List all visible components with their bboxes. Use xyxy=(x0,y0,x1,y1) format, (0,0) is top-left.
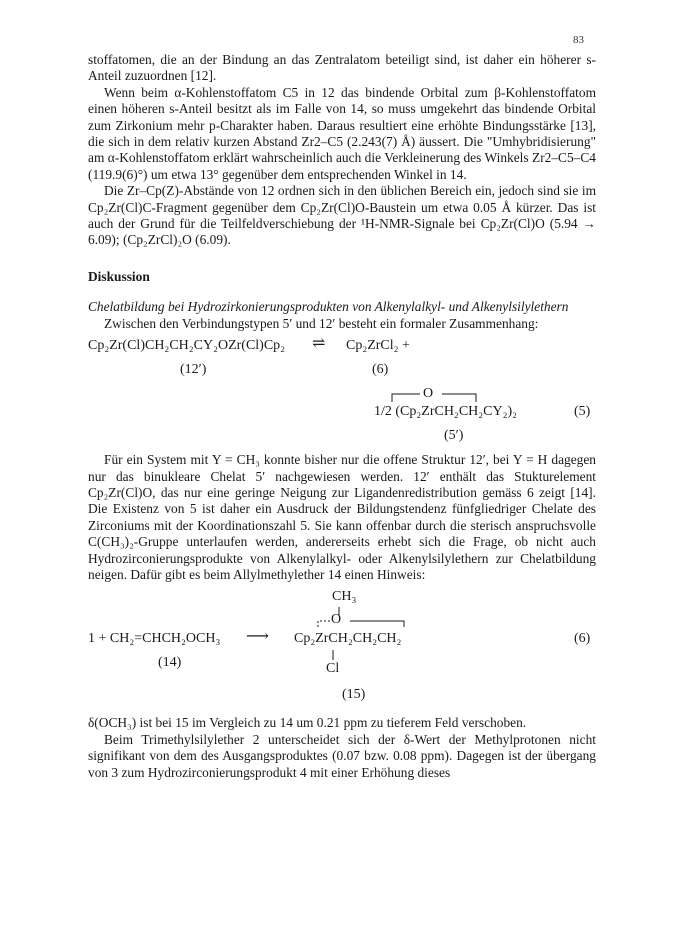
section-heading: Diskussion xyxy=(88,268,150,284)
paragraph-relation: Zwischen den Verbindungstypen 5′ und 12′ besteht ein formaler Zusammenhang: xyxy=(104,315,539,331)
equation-5 xyxy=(88,332,596,452)
eq5-arrow: ⇌ xyxy=(312,335,326,353)
eq5-number: (5) xyxy=(574,404,591,420)
eq6-bonds xyxy=(312,605,432,629)
paragraph-continuation: stoffatomen, die an der Bindung an das Zentralatom beteiligt sind, ist daher ein höherer s-Anteil zuzuordnen [12]. xyxy=(88,52,596,84)
eq6-lhs: 1 + CH₂=CHCH₂OCH₃ xyxy=(88,631,221,647)
paragraph-shift: δ(OCH₃) ist bei 15 im Vergleich zu 14 um 0.21 ppm zu tieferem Feld verschoben. xyxy=(88,715,527,731)
eq5-ring-bond xyxy=(388,386,518,404)
eq6-arrow: ⟶ xyxy=(246,628,269,646)
eq6-number: (6) xyxy=(574,631,591,647)
eq5-rhs1: Cp₂ZrCl₂ + xyxy=(346,338,410,354)
page-number: 83 xyxy=(573,34,584,46)
eq5-lhs: Cp₂Zr(Cl)CH₂CH₂CY₂OZr(Cl)Cp₂ xyxy=(88,338,286,354)
eq5-label-rhs: (6) xyxy=(372,362,389,378)
eq6-cl-bond xyxy=(328,649,338,661)
eq6-product: Cp₂ZrCH₂CH₂CH₂ xyxy=(294,631,402,647)
eq6-chloride: Cl xyxy=(326,661,340,677)
paragraph-distances: Die Zr–Cp(Z)-Abstände von 12 ordnen sich in den üblichen Bereich ein, jedoch sind sie im Cp₂Zr(Cl)C-Fragment gegenüber dem Cp₂Zr(Cl)O-Baustein um etwa 0.05 Å kürzer. Das ist auch der Grund für die Teilfeldverschiebung der ¹H-NMR-Signale bei Cp₂Zr(Cl)O (5.94 → 6.09); (Cp₂ZrCl)₂O (6.09). xyxy=(88,183,596,248)
eq6-label-reactant: (14) xyxy=(158,655,182,671)
subsection-heading: Chelatbildung bei Hydrozirkonierungsprodukten von Alkenylalkyl- und Alkenylsilylethern xyxy=(88,299,569,315)
equation-6 xyxy=(88,583,596,715)
eq5-ring-oxygen: O xyxy=(423,386,434,402)
paragraph-silylether: Beim Trimethylsilylether 2 unterscheidet sich der δ-Wert der Methylprotonen nicht signifikant von dem des Ausgangsproduktes (0.07 bzw. 0.08 ppm). Dagegen ist der übergang von 3 zum Hydrozirconierungsprodukt 4 mit einer Erhöhung dieses xyxy=(88,731,596,780)
eq6-methyl: CH₃ xyxy=(332,589,357,605)
eq5-label-ring: (5′) xyxy=(444,428,464,444)
eq5-rhs2: 1/2 (Cp₂ZrCH₂CH₂CY₂)₂ xyxy=(374,404,518,420)
eq6-label-product: (15) xyxy=(342,687,366,703)
eq6-ring-oxygen: O xyxy=(331,612,342,628)
paragraph-discussion: Für ein System mit Y = CH₃ konnte bisher nur die offene Struktur 12′, bei Y = H dagegen nur das binukleare Chelat 5′ nachgewiesen werden. 12′ enthält das Stukturelement Cp₂Zr(Cl)O, das nur eine geringe Neigung zur Ligandenredistribution gemäss 6 zeigt [14]. Die Existenz von 5 ist daher ein Ausdruck der Bildungstendenz fünfgliedriger Chelate des Zirconiums mit der Koordinationszahl 5. Sie kann offenbar durch die sterisch anspruchsvolle C(CH₃)₂-Gruppe unterlaufen werden, andererseits erhebt sich die Frage, ob nicht auch Hydrozirconierungsprodukte von Alkenylalkyl- oder Alkenylsilylethern zur Chelatbildung neigen. Dafür gibt es beim Allylmethylether 14 einen Hinweis: xyxy=(88,452,596,582)
text-body xyxy=(88,52,596,781)
paragraph-hybridization: Wenn beim α-Kohlenstoffatom C5 in 12 das bindende Orbital zum β-Kohlenstoffatom einen höheren s-Anteil besitzt als im Falle von 14, so muss umgekehrt das bindende Orbital zum Zirkonium mehr p-Charakter haben. Daraus resultiert eine erhöhte Bindungsstärke [13], die sich in dem relativ kurzen Abstand Zr2–C5 (2.243(7) Å) äussert. Die "Umhybridisierung" am α-Kohlenstoffatom erklärt wahrscheinlich auch die Verkleinerung des Winkels Zr2–C5–C4 (119.9(6)°) um etwa 13° gegenüber dem entsprechenden Winkel in 14. xyxy=(88,84,596,182)
eq5-label-lhs: (12′) xyxy=(180,362,207,378)
